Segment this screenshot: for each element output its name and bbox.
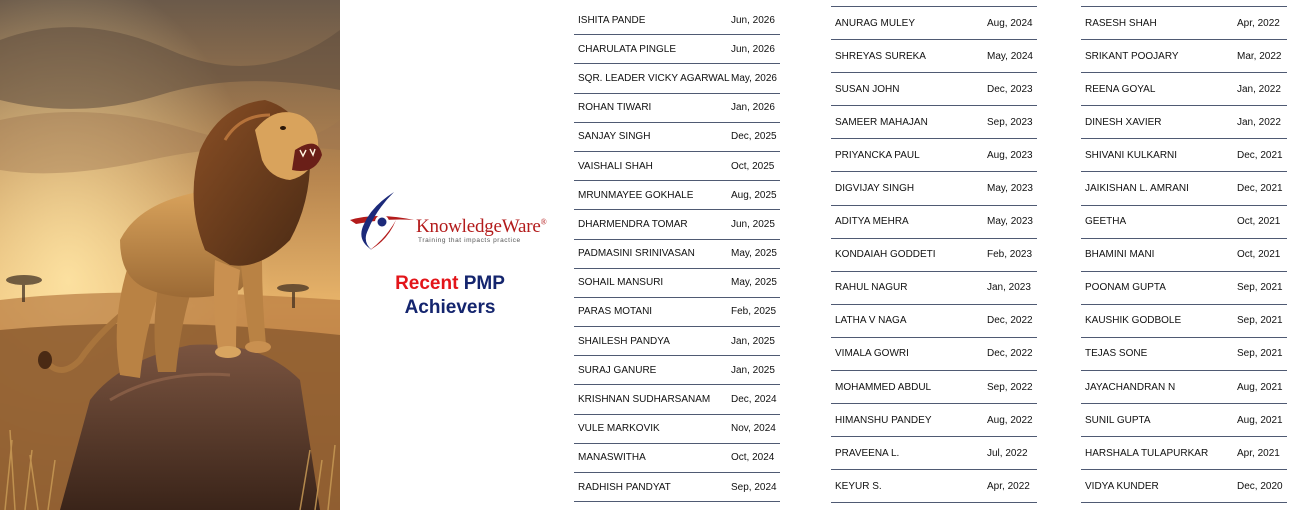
achiever-name: MOHAMMED ABDUL bbox=[835, 381, 932, 393]
achiever-name: LATHA V NAGA bbox=[835, 315, 907, 327]
achievement-date: Jan, 2025 bbox=[731, 364, 775, 376]
achievement-date: Jan, 2022 bbox=[1237, 116, 1281, 128]
brand-name: KnowledgeWare® bbox=[416, 216, 547, 237]
achiever-name: DIGVIJAY SINGH bbox=[835, 183, 915, 195]
list-item bbox=[574, 298, 780, 327]
list-item bbox=[574, 94, 780, 123]
achievement-date: Jan, 2025 bbox=[731, 335, 775, 347]
achiever-name: RADHISH PANDYAT bbox=[578, 481, 671, 493]
achievement-date: Sep, 2022 bbox=[987, 381, 1033, 393]
list-item bbox=[831, 239, 1037, 272]
achievement-date: Apr, 2021 bbox=[1237, 447, 1280, 459]
achievement-date: Nov, 2024 bbox=[731, 423, 776, 435]
list-item bbox=[574, 35, 780, 64]
list-item bbox=[831, 437, 1037, 470]
achiever-name: SURAJ GANURE bbox=[578, 364, 657, 376]
list-item bbox=[574, 356, 780, 385]
list-item bbox=[831, 106, 1037, 139]
page-title bbox=[350, 272, 550, 320]
list-item bbox=[1081, 470, 1287, 503]
achiever-name: VAISHALI SHAH bbox=[578, 160, 653, 172]
list-item bbox=[574, 327, 780, 356]
achievement-date: Oct, 2021 bbox=[1237, 216, 1281, 228]
achiever-name: CHARULATA PINGLE bbox=[578, 43, 676, 55]
achievement-date: Aug, 2024 bbox=[987, 17, 1033, 29]
achievement-date: May, 2023 bbox=[987, 183, 1033, 195]
achiever-name: VIDYA KUNDER bbox=[1085, 480, 1159, 492]
list-item bbox=[574, 210, 780, 239]
achievement-date: Oct, 2024 bbox=[731, 452, 775, 464]
achiever-name: SHAILESH PANDYA bbox=[578, 335, 670, 347]
achievement-date: Apr, 2022 bbox=[1237, 17, 1280, 29]
achiever-name: DINESH XAVIER bbox=[1085, 116, 1162, 128]
achievement-date: Aug, 2025 bbox=[731, 189, 777, 201]
achievement-date: Feb, 2025 bbox=[731, 306, 777, 318]
achiever-name: PADMASINI SRINIVASAN bbox=[578, 248, 695, 260]
achiever-name: SUNIL GUPTA bbox=[1085, 414, 1151, 426]
list-item bbox=[831, 206, 1037, 239]
achiever-name: SQR. LEADER VICKY AGARWAL bbox=[578, 72, 730, 84]
achiever-name: SUSAN JOHN bbox=[835, 83, 900, 95]
list-item bbox=[1081, 206, 1287, 239]
hero-lion-image bbox=[0, 0, 340, 510]
achiever-name: SHIVANI KULKARNI bbox=[1085, 149, 1178, 161]
list-item bbox=[831, 371, 1037, 404]
achiever-name: GEETHA bbox=[1085, 216, 1127, 228]
achievement-date: Jul, 2022 bbox=[987, 447, 1028, 459]
achiever-name: PARAS MOTANI bbox=[578, 306, 653, 318]
achiever-name: DHARMENDRA TOMAR bbox=[578, 218, 688, 230]
brand-tagline: Training that impacts practice bbox=[418, 237, 521, 244]
achievers-column-1 bbox=[574, 6, 780, 502]
list-item bbox=[574, 240, 780, 269]
achiever-name: KONDAIAH GODDETI bbox=[835, 249, 936, 261]
list-item bbox=[574, 385, 780, 414]
achiever-name: ANURAG MULEY bbox=[835, 17, 916, 29]
achievers-column-2 bbox=[831, 6, 1037, 503]
list-item bbox=[1081, 371, 1287, 404]
list-item bbox=[831, 40, 1037, 73]
achievement-date: Dec, 2025 bbox=[731, 131, 777, 143]
achievement-date: Dec, 2021 bbox=[1237, 149, 1283, 161]
achievement-date: Jun, 2026 bbox=[731, 43, 775, 55]
achievement-date: May, 2025 bbox=[731, 277, 777, 289]
list-item bbox=[1081, 272, 1287, 305]
achiever-name: MRUNMAYEE GOKHALE bbox=[578, 189, 694, 201]
achiever-name: BHAMINI MANI bbox=[1085, 249, 1155, 261]
achievers-column-3 bbox=[1081, 6, 1287, 503]
achiever-name: KRISHNAN SUDHARSANAM bbox=[578, 394, 711, 406]
list-item bbox=[574, 444, 780, 473]
list-item bbox=[574, 415, 780, 444]
achiever-name: RASESH SHAH bbox=[1085, 17, 1157, 29]
achievement-date: Sep, 2024 bbox=[731, 481, 777, 493]
achiever-name: HIMANSHU PANDEY bbox=[835, 414, 932, 426]
achiever-name: KEYUR S. bbox=[835, 480, 882, 492]
achiever-name: TEJAS SONE bbox=[1085, 348, 1148, 360]
list-item bbox=[574, 64, 780, 93]
list-item bbox=[574, 269, 780, 298]
list-item bbox=[1081, 437, 1287, 470]
achiever-name: PRIYANCKA PAUL bbox=[835, 149, 920, 161]
achievement-date: Dec, 2020 bbox=[1237, 480, 1283, 492]
list-item bbox=[1081, 239, 1287, 272]
achiever-name: KAUSHIK GODBOLE bbox=[1085, 315, 1182, 327]
achievement-date: Dec, 2024 bbox=[731, 394, 777, 406]
achievement-date: May, 2024 bbox=[987, 50, 1033, 62]
lion-illustration bbox=[0, 0, 340, 510]
achievement-date: Mar, 2022 bbox=[1237, 50, 1282, 62]
achievement-date: Aug, 2021 bbox=[1237, 381, 1283, 393]
list-item bbox=[574, 473, 780, 502]
achiever-name: SAMEER MAHAJAN bbox=[835, 116, 928, 128]
title-word-achievers: Achievers bbox=[404, 297, 496, 318]
achievement-date: Apr, 2022 bbox=[987, 480, 1030, 492]
achievement-date: Jan, 2026 bbox=[731, 102, 775, 114]
achievement-date: Dec, 2022 bbox=[987, 315, 1033, 327]
achiever-name: JAIKISHAN L. AMRANI bbox=[1085, 183, 1189, 195]
achievement-date: May, 2023 bbox=[987, 216, 1033, 228]
achievement-date: May, 2025 bbox=[731, 248, 777, 260]
achievement-date: Jan, 2022 bbox=[1237, 83, 1281, 95]
achiever-name: SHREYAS SUREKA bbox=[835, 50, 926, 62]
list-item bbox=[831, 404, 1037, 437]
list-item bbox=[574, 123, 780, 152]
list-item bbox=[1081, 172, 1287, 205]
achiever-name: PRAVEENA L. bbox=[835, 447, 900, 459]
list-item bbox=[1081, 106, 1287, 139]
achiever-name: ADITYA MEHRA bbox=[835, 216, 909, 228]
achiever-name: SOHAIL MANSURI bbox=[578, 277, 664, 289]
list-item bbox=[1081, 305, 1287, 338]
achiever-name: SRIKANT POOJARY bbox=[1085, 50, 1179, 62]
achievement-date: Aug, 2022 bbox=[987, 414, 1033, 426]
list-item bbox=[1081, 338, 1287, 371]
achiever-name: HARSHALA TULAPURKAR bbox=[1085, 447, 1209, 459]
list-item bbox=[831, 7, 1037, 40]
achievement-date: Sep, 2023 bbox=[987, 116, 1033, 128]
brand-swoosh-icon bbox=[346, 190, 418, 254]
list-item bbox=[1081, 40, 1287, 73]
list-item bbox=[831, 272, 1037, 305]
achiever-name: POONAM GUPTA bbox=[1085, 282, 1166, 294]
achiever-name: VULE MARKOVIK bbox=[578, 423, 660, 435]
achievement-date: Sep, 2021 bbox=[1237, 348, 1283, 360]
list-item bbox=[574, 6, 780, 35]
list-item bbox=[1081, 73, 1287, 106]
achievement-date: Aug, 2023 bbox=[987, 149, 1033, 161]
list-item bbox=[574, 152, 780, 181]
list-item bbox=[1081, 404, 1287, 437]
achiever-name: SANJAY SINGH bbox=[578, 131, 651, 143]
achiever-name: ROHAN TIWARI bbox=[578, 102, 652, 114]
achievement-date: Jan, 2023 bbox=[987, 282, 1031, 294]
achievement-date: Oct, 2025 bbox=[731, 160, 775, 172]
achiever-name: REENA GOYAL bbox=[1085, 83, 1156, 95]
list-item bbox=[831, 305, 1037, 338]
achievement-date: Oct, 2021 bbox=[1237, 249, 1281, 261]
list-item bbox=[831, 470, 1037, 503]
title-word-pmp: PMP bbox=[463, 273, 505, 294]
list-item bbox=[831, 172, 1037, 205]
achievement-date: Jun, 2026 bbox=[731, 14, 775, 26]
list-item bbox=[831, 338, 1037, 371]
achievement-date: Feb, 2023 bbox=[987, 249, 1033, 261]
title-word-recent: Recent bbox=[395, 273, 459, 294]
achievement-date: May, 2026 bbox=[731, 72, 777, 84]
list-item bbox=[1081, 7, 1287, 40]
achievement-date: Sep, 2021 bbox=[1237, 282, 1283, 294]
achievement-date: Dec, 2023 bbox=[987, 83, 1033, 95]
achiever-name: JAYACHANDRAN N bbox=[1085, 381, 1176, 393]
achiever-name: RAHUL NAGUR bbox=[835, 282, 908, 294]
achiever-name: ISHITA PANDE bbox=[578, 14, 646, 26]
list-item bbox=[574, 181, 780, 210]
achievement-date: Jun, 2025 bbox=[731, 218, 775, 230]
achievement-date: Dec, 2021 bbox=[1237, 183, 1283, 195]
list-item bbox=[831, 139, 1037, 172]
list-item bbox=[831, 73, 1037, 106]
achiever-name: VIMALA GOWRI bbox=[835, 348, 909, 360]
achiever-name: MANASWITHA bbox=[578, 452, 646, 464]
achievement-date: Sep, 2021 bbox=[1237, 315, 1283, 327]
achievement-date: Aug, 2021 bbox=[1237, 414, 1283, 426]
knowledgeware-logo bbox=[346, 190, 551, 260]
list-item bbox=[1081, 139, 1287, 172]
achievement-date: Dec, 2022 bbox=[987, 348, 1033, 360]
